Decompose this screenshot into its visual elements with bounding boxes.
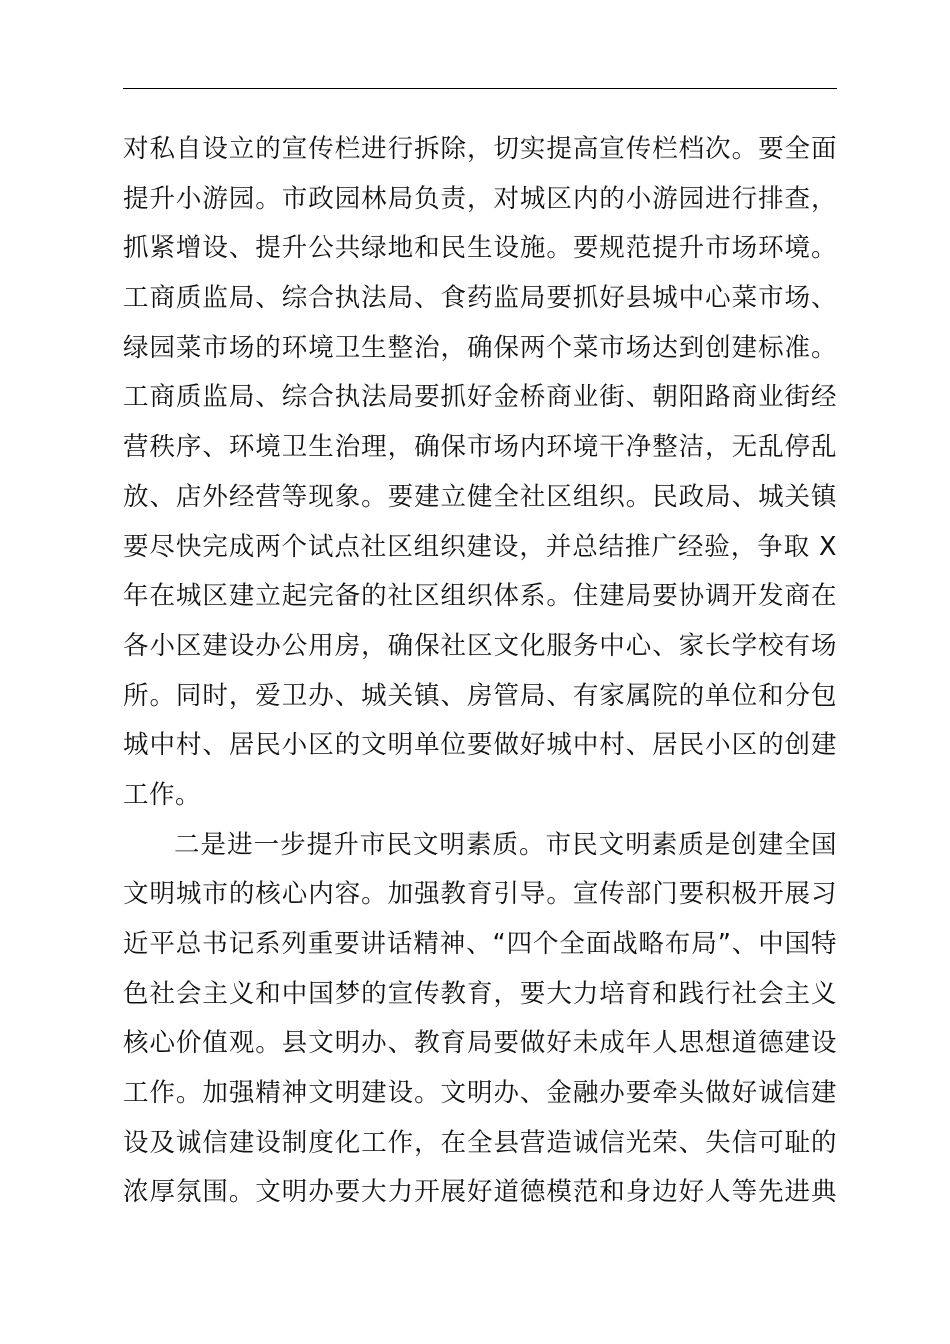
text-line: 对私自设立的宣传栏进行拆除，切实提高宣传栏档次。要全面 [123, 134, 837, 164]
text-line: 核心价值观。县文明办、教育局要做好未成年人思想道德建设 [123, 1028, 837, 1059]
text-line: 工商质监局、综合执法局要抓好金桥商业街、朝阳路商业街经 [123, 382, 837, 413]
text-line: 绿园菜市场的环境卫生整治，确保两个菜市场达到创建标准。 [123, 332, 837, 363]
text-line: 营秩序、环境卫生治理，确保市场内环境干净整洁，无乱停乱 [123, 432, 837, 463]
text-line: 浓厚氛围。文明办要大力开展好道德模范和身边好人等先进典 [123, 1177, 837, 1208]
text-line: 工商质监局、综合执法局、食药监局要抓好县城中心菜市场、 [123, 283, 837, 314]
body-text [123, 125, 837, 1218]
text-line: 二是进一步提升市民文明素质。市民文明素质是创建全国 [174, 829, 837, 860]
text-line: 近平总书记系列重要讲话精神、“四个全面战略布局”、中国特 [123, 929, 837, 959]
text-line: 城中村、居民小区的文明单位要做好城中村、居民小区的创建 [123, 730, 837, 761]
text-line: 工作。加强精神文明建设。文明办、金融办要牵头做好诚信建 [123, 1078, 837, 1109]
text-line: 色社会主义和中国梦的宣传教育，要大力培育和践行社会主义 [123, 978, 837, 1009]
text-line: 所。同时，爱卫办、城关镇、房管局、有家属院的单位和分包 [123, 680, 837, 711]
text-line: 设及诚信建设制度化工作，在全县营造诚信光荣、失信可耻的 [123, 1127, 837, 1158]
text-line: 文明城市的核心内容。加强教育引导。宣传部门要积极开展习 [123, 879, 837, 910]
text-line: 放、店外经营等现象。要建立健全社区组织。民政局、城关镇 [123, 481, 837, 512]
text-line: 各小区建设办公用房，确保社区文化服务中心、家长学校有场 [123, 630, 837, 661]
text-line: 年在城区建立起完备的社区组织体系。住建局要协调开发商在 [123, 581, 837, 612]
text-line: 抓紧增设、提升公共绿地和民生设施。要规范提升市场环境。 [123, 233, 837, 264]
text-line: 提升小游园。市政园林局负责，对城区内的小游园进行排查， [123, 183, 837, 214]
text-line: 要尽快完成两个试点社区组织建设，并总结推广经验，争取 X [123, 531, 837, 562]
text-line: 工作。 [123, 779, 202, 810]
header-rule [123, 88, 837, 89]
